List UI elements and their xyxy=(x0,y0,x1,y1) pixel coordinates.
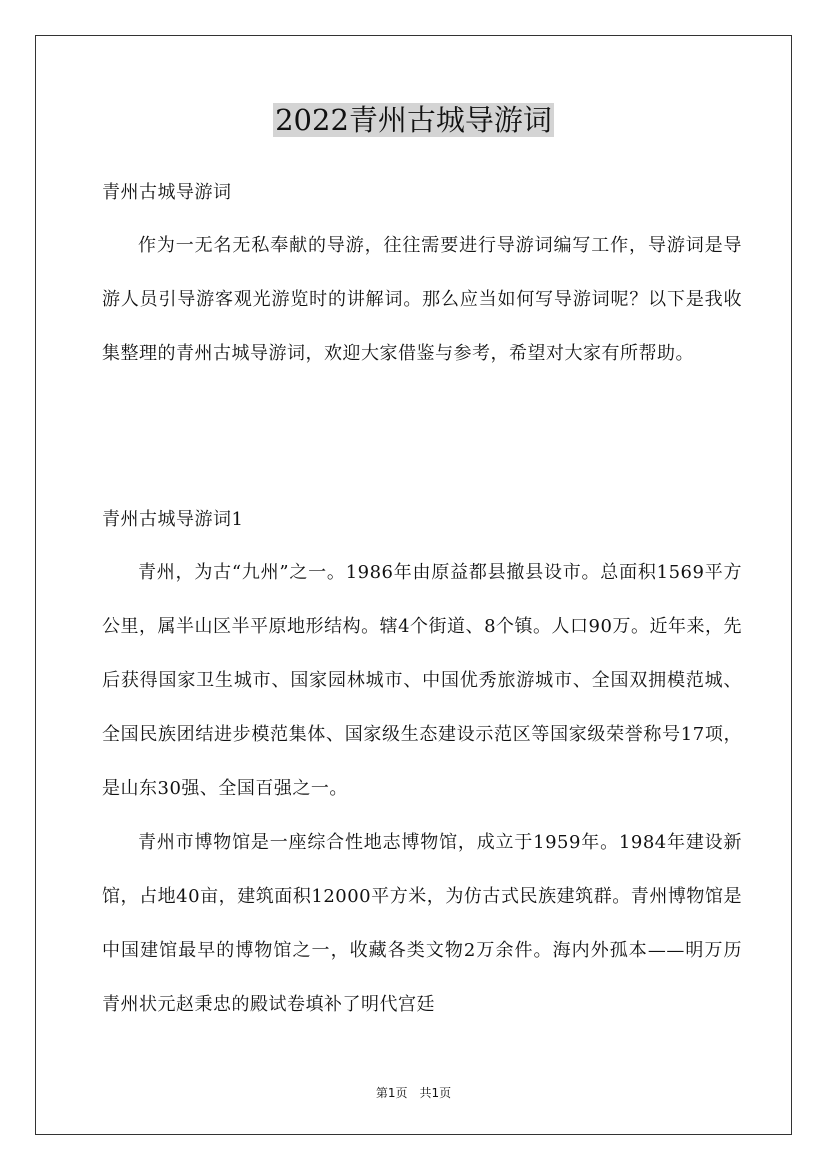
section-1 xyxy=(102,505,742,535)
intro-section xyxy=(102,178,742,208)
document-title xyxy=(0,100,827,140)
section-paragraph-2: 青州市博物馆是一座综合性地志博物馆，成立于1959年。1984年建设新馆，占地40亩，建筑面积12000平方米，为仿古式民族建筑群。青州博物馆是中国建馆最早的博物馆之一，收藏各类文物2万余件。海内外孤本——明万历青州状元赵秉忠的殿试卷填补了明代宫廷 xyxy=(102,832,742,1015)
section-paragraph-1: 青州，为古“九州”之一。1986年由原益都县撤县设市。总面积1569平方公里，属半山区半平原地形结构。辖4个街道、8个镇。人口90万。近年来，先后获得国家卫生城市、国家园林城市、中国优秀旅游城市、全国双拥模范城、全国民族团结进步模范集体、国家级生态建设示范区等国家级荣誉称号17项，是山东30强、全国百强之一。 xyxy=(102,562,742,799)
document-title-text: 2022青州古城导游词 xyxy=(275,103,552,137)
section-1-body xyxy=(102,546,742,1032)
intro-body xyxy=(102,219,742,381)
intro-paragraph: 作为一无名无私奉献的导游，往往需要进行导游词编写工作，导游词是导游人员引导游客观光游览时的讲解词。那么应当如何写导游词呢？以下是我收集整理的青州古城导游词，欢迎大家借鉴与参考，希望对大家有所帮助。 xyxy=(102,235,742,364)
page-number-footer: 第1页 共1页 xyxy=(375,1086,452,1100)
section-heading: 青州古城导游词1 xyxy=(102,509,244,530)
intro-heading: 青州古城导游词 xyxy=(102,182,232,203)
